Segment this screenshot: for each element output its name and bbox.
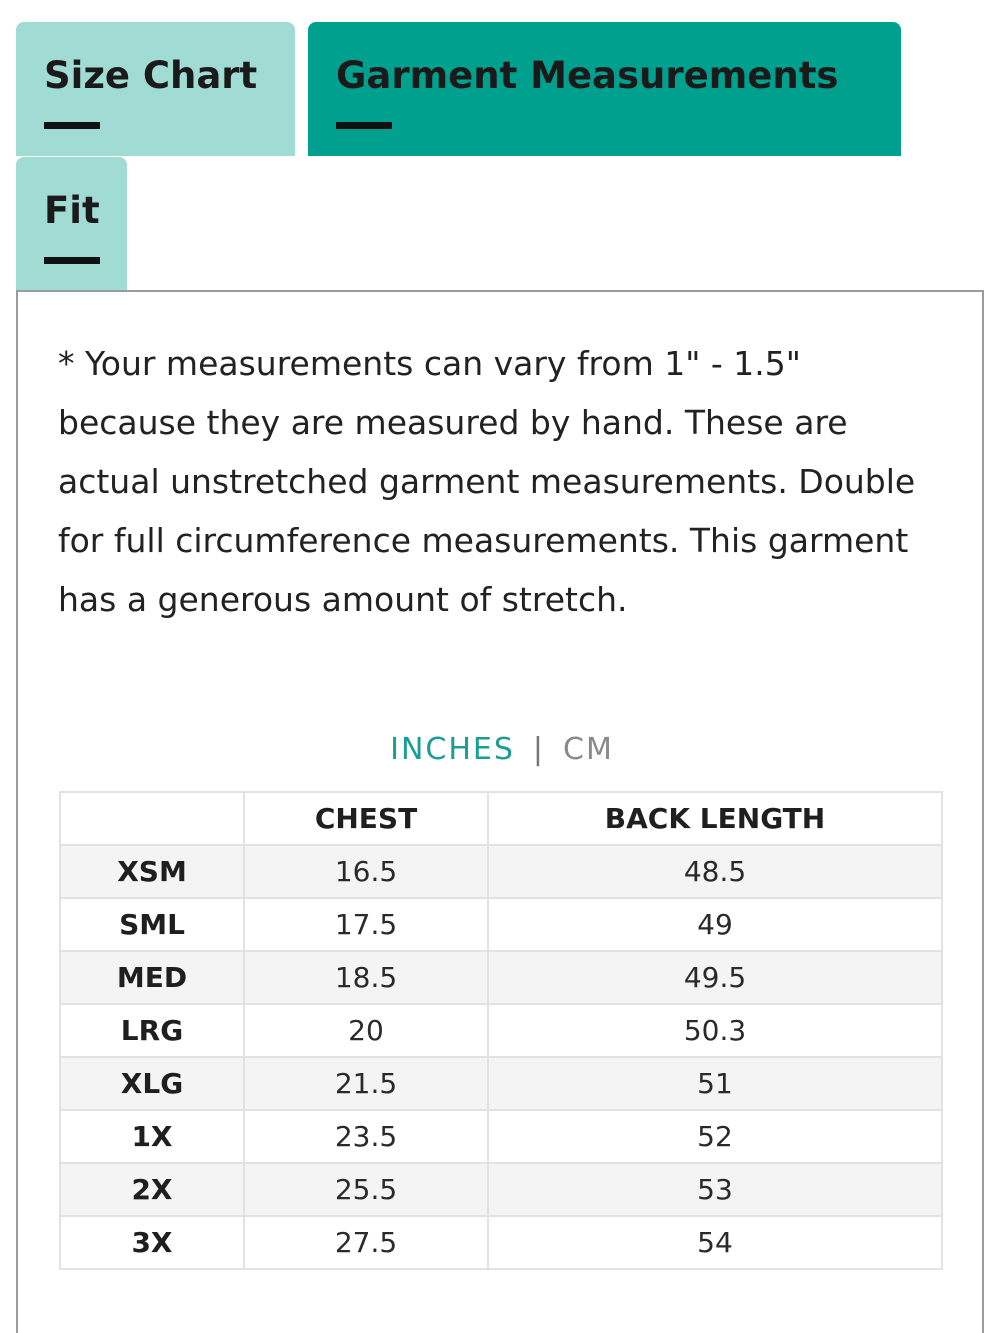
chest-cell: 16.5 <box>244 845 488 898</box>
chest-cell: 18.5 <box>244 951 488 1004</box>
table-row <box>60 845 942 898</box>
size-cell: 2X <box>60 1163 244 1216</box>
measurement-note: * Your measurements can vary from 1" - 1.5" because they are measured by hand. These are actual unstretched garment measurements. Double for full circumference measurements. This garment has a generous amount of stretch. <box>58 344 916 619</box>
table-row <box>60 1163 942 1216</box>
chest-cell: 21.5 <box>244 1057 488 1110</box>
garment-measurements-panel <box>16 290 984 1333</box>
tab-fit[interactable] <box>16 157 127 291</box>
header-size <box>60 792 244 845</box>
unit-toggle <box>18 730 986 770</box>
tab-size-chart-label: Size Chart <box>44 54 258 97</box>
measurement-table <box>59 791 943 1270</box>
unit-inches-button[interactable]: INCHES <box>390 732 515 767</box>
header-back-length: BACK LENGTH <box>488 792 942 845</box>
back-length-cell: 49 <box>488 898 942 951</box>
chest-cell: 20 <box>244 1004 488 1057</box>
table-row <box>60 1216 942 1269</box>
unit-cm-button[interactable]: CM <box>563 732 614 767</box>
back-length-cell: 49.5 <box>488 951 942 1004</box>
back-length-cell: 52 <box>488 1110 942 1163</box>
chest-cell: 23.5 <box>244 1110 488 1163</box>
tab-fit-label: Fit <box>44 189 100 232</box>
tab-size-chart-underline <box>44 122 100 129</box>
size-cell: XLG <box>60 1057 244 1110</box>
size-cell: 1X <box>60 1110 244 1163</box>
size-cell: 3X <box>60 1216 244 1269</box>
size-cell: SML <box>60 898 244 951</box>
size-cell: LRG <box>60 1004 244 1057</box>
table-row <box>60 898 942 951</box>
tab-garment-measurements-underline <box>336 122 392 129</box>
tab-size-chart[interactable] <box>16 22 295 156</box>
header-chest: CHEST <box>244 792 488 845</box>
chest-cell: 27.5 <box>244 1216 488 1269</box>
back-length-cell: 53 <box>488 1163 942 1216</box>
back-length-cell: 48.5 <box>488 845 942 898</box>
back-length-cell: 50.3 <box>488 1004 942 1057</box>
size-cell: XSM <box>60 845 244 898</box>
table-row <box>60 1110 942 1163</box>
tab-garment-measurements[interactable] <box>308 22 901 156</box>
back-length-cell: 51 <box>488 1057 942 1110</box>
chest-cell: 17.5 <box>244 898 488 951</box>
size-cell: MED <box>60 951 244 1004</box>
table-row <box>60 1004 942 1057</box>
table-row <box>60 951 942 1004</box>
tab-garment-measurements-label: Garment Measurements <box>336 54 839 97</box>
tab-fit-underline <box>44 257 100 264</box>
unit-separator: | <box>532 732 546 767</box>
chest-cell: 25.5 <box>244 1163 488 1216</box>
back-length-cell: 54 <box>488 1216 942 1269</box>
table-row <box>60 1057 942 1110</box>
table-header-row <box>60 792 942 845</box>
